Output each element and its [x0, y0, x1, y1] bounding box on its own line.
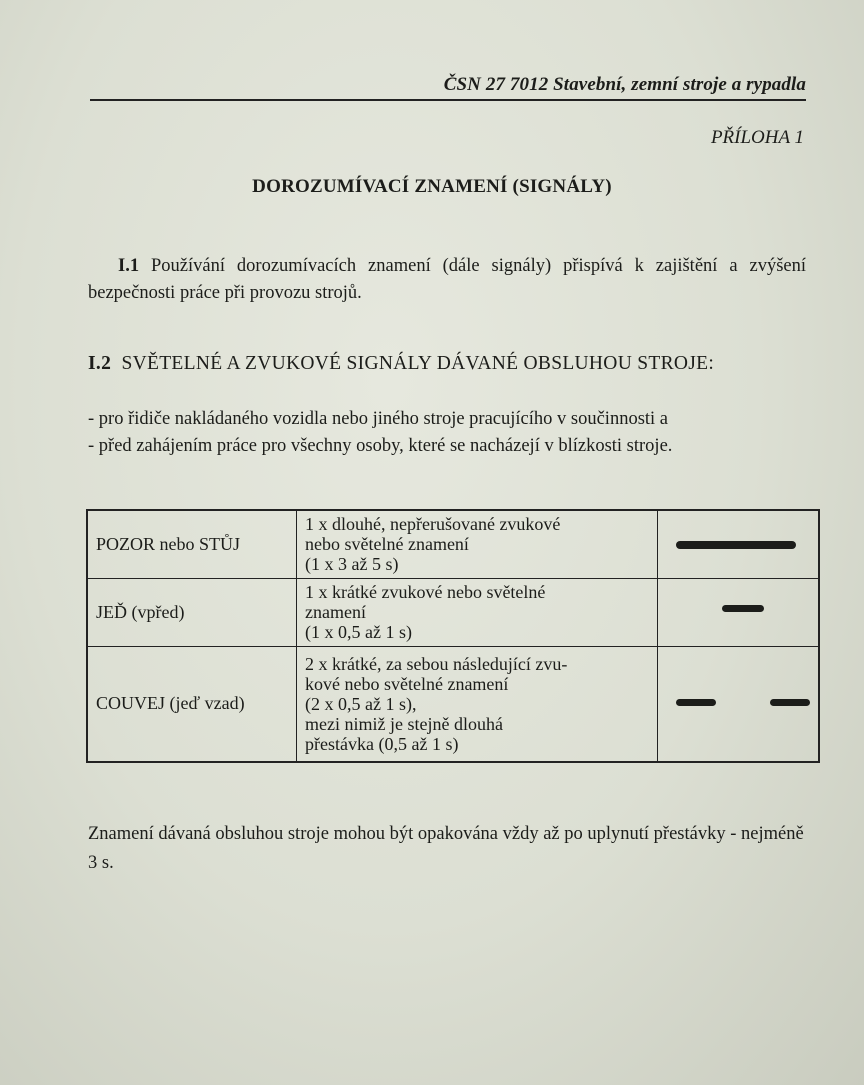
bullet-item: - před zahájením práce pro všechny osoby, které se nacházejí v blízkosti stroje. [88, 436, 673, 456]
signal-label: COUVEJ (jeď vzad) [87, 646, 297, 762]
signal-symbol-double [658, 646, 820, 762]
footer-note: Znamení dávaná obsluhou stroje mohou být opakována vždy až po uplynutí přestávky - nejméně 3 s. [88, 824, 804, 873]
signal-label: POZOR nebo STŮJ [87, 510, 297, 578]
signal-description [297, 578, 658, 646]
signal-symbol-short [658, 578, 820, 646]
section-2-heading [88, 353, 714, 375]
section-2-heading-text: SVĚTELNÉ A ZVUKOVÉ SIGNÁLY DÁVANÉ OBSLUHOU STROJE: [121, 353, 715, 374]
signal-description-line: 1 x krátké zvukové nebo světelné [305, 582, 546, 602]
signal-label: JEĎ (vpřed) [87, 578, 297, 646]
signal-description-line: nebo světelné znamení [305, 534, 469, 555]
signal-row-forward [87, 578, 819, 646]
section-2-number: I.2 [88, 353, 112, 374]
signal-description-line: 1 x dlouhé, nepřerušované zvukové [305, 514, 561, 535]
signals-table [86, 509, 820, 763]
section-1-number: I.1 [118, 256, 140, 276]
signal-description-line: znamení [305, 602, 366, 622]
signal-description-line: 2 x krátké, za sebou následující zvu- [305, 653, 568, 674]
appendix-label: PŘÍLOHA 1 [710, 127, 804, 148]
section-1-paragraph [88, 253, 806, 307]
header-rule [90, 99, 806, 101]
signal-row-reverse [87, 646, 819, 762]
signal-symbol-long [658, 510, 820, 578]
short-signal-bar [722, 605, 764, 612]
document-title: DOROZUMÍVACÍ ZNAMENÍ (SIGNÁLY) [252, 176, 612, 197]
bullet-item: - pro řidiče nakládaného vozidla nebo jiného stroje pracujícího v součinnosti a [88, 409, 669, 429]
signal-description-line: kové nebo světelné znamení [305, 673, 509, 694]
signal-description [297, 646, 658, 762]
section-2-bullets [88, 406, 806, 460]
short-signal-bar-second [770, 699, 810, 706]
signal-description-line: (1 x 3 až 5 s) [305, 554, 399, 575]
signal-description [297, 510, 658, 578]
signal-row-stop [87, 510, 819, 578]
page-header: ČSN 27 7012 Stavební, zemní stroje a rypadla [443, 74, 806, 95]
short-signal-bar-first [676, 699, 716, 706]
long-signal-bar [676, 541, 796, 549]
signal-description-line: (2 x 0,5 až 1 s), [305, 693, 417, 714]
signal-description-line: přestávka (0,5 až 1 s) [305, 733, 459, 754]
signal-description-line: (1 x 0,5 až 1 s) [305, 622, 412, 642]
section-1-text: Používání dorozumívacích znamení (dále signály) přispívá k zajištění a zvýšení bezpečnosti práce při provozu strojů. [88, 256, 807, 303]
signal-description-line: mezi nimiž je stejně dlouhá [305, 713, 503, 734]
